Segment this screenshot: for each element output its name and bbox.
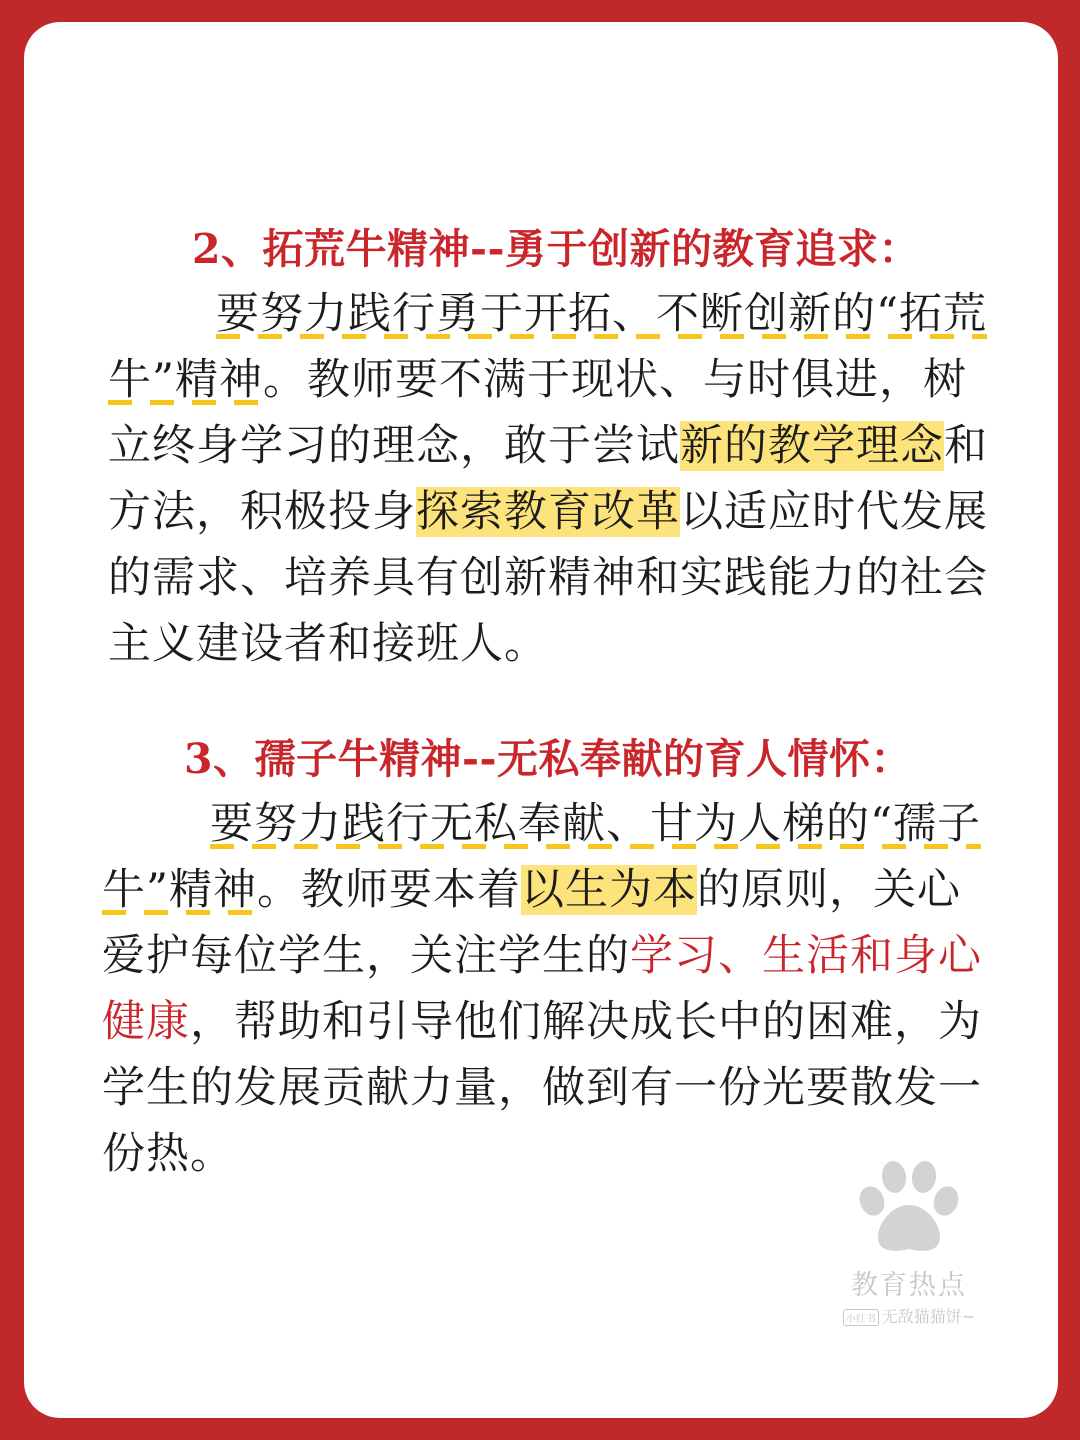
text-line	[102, 923, 1058, 989]
text-line	[108, 281, 1058, 347]
section-body	[24, 791, 1058, 1187]
text-line	[102, 791, 1058, 857]
red-text: 健康	[102, 997, 190, 1047]
underlined-text: 要努力践行勇于开拓、不断创新的“拓荒	[216, 289, 987, 343]
text-line	[108, 347, 1058, 413]
watermark-user	[814, 1304, 1004, 1327]
content-card	[24, 22, 1058, 1418]
underlined-text: 牛”精神	[102, 865, 257, 919]
body-text: 方法，积极投身	[108, 487, 416, 537]
underlined-text: 牛”精神	[108, 355, 263, 409]
section-ruziniu	[24, 727, 1058, 1187]
body-text: 爱护每位学生，关注学生的	[102, 931, 630, 981]
text-line: 学生的发展贡献力量，做到有一份光要散发一	[102, 1063, 982, 1113]
text-line: 主义建设者和接班人。	[108, 619, 548, 669]
section-body	[24, 281, 1058, 677]
red-text: 学习、生活和身心	[630, 931, 982, 981]
underlined-text: 要努力践行无私奉献、甘为人梯的“孺子	[210, 799, 981, 853]
body-text: 和	[944, 421, 988, 471]
text-line: 的需求、培养具有创新精神和实践能力的社会	[108, 553, 988, 603]
highlighted-text: 探索教育改革	[416, 487, 680, 537]
text-line: 份热。	[102, 1129, 234, 1179]
section-heading: 3、孺子牛精神--无私奉献的育人情怀：	[184, 735, 913, 783]
text-line	[102, 857, 1058, 923]
highlighted-text: 以生为本	[520, 865, 697, 915]
paw-icon	[854, 1157, 964, 1257]
body-text: ，帮助和引导他们解决成长中的困难，为	[190, 997, 982, 1047]
text-line	[102, 989, 1058, 1055]
body-text: 立终身学习的理念，敢于尝试	[108, 421, 680, 471]
body-text: 。教师要不满于现状、与时俱进，树	[262, 355, 967, 405]
platform-badge: 小红书	[843, 1309, 879, 1326]
body-text: 以适应时代发展	[680, 487, 988, 537]
highlighted-text: 新的教学理念	[680, 421, 944, 471]
section-heading: 2、拓荒牛精神--勇于创新的教育追求：	[192, 225, 921, 273]
body-text: 的原则，关心	[696, 865, 961, 915]
section-tuohuangniu	[24, 217, 1058, 677]
watermark-title: 教育热点	[851, 1270, 967, 1301]
text-line	[108, 413, 1058, 479]
text-line	[108, 479, 1058, 545]
body-text: 。教师要本着	[256, 865, 521, 915]
watermark-username: 无敌猫猫饼~	[881, 1307, 976, 1326]
watermark	[814, 1157, 1004, 1327]
